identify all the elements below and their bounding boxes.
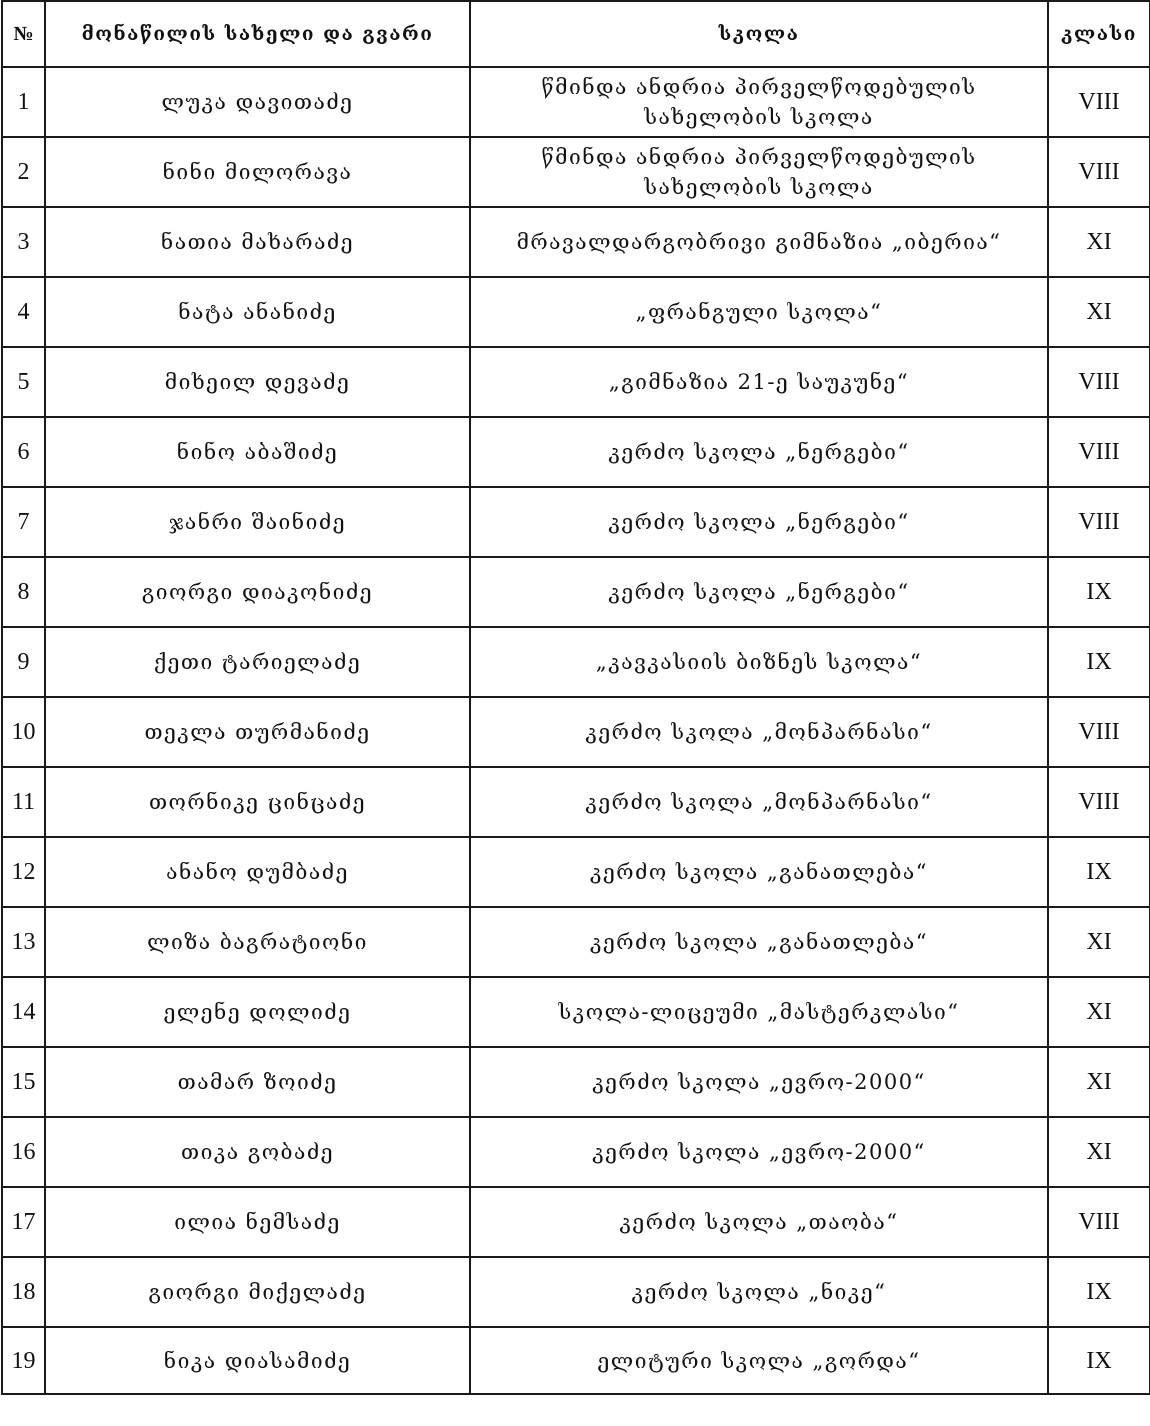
school-name-line1: კერძო სკოლა „ნერგები“: [608, 510, 910, 534]
school-name-line1: სკოლა-ლიცეუმი „მასტერკლასი“: [558, 1000, 960, 1024]
grade: VIII: [1048, 67, 1150, 137]
row-number: 12: [2, 837, 45, 907]
school-name-line1: წმინდა ანდრია პირველწოდებულის: [541, 145, 977, 169]
school-name-line1: კერძო სკოლა „ევრო-2000“: [592, 1140, 926, 1164]
row-number: 8: [2, 557, 45, 627]
school-cell: [470, 557, 1048, 627]
grade: VIII: [1048, 487, 1150, 557]
school-name-line1: „კავკასიის ბიზნეს სკოლა“: [595, 650, 923, 674]
table-row: [2, 697, 1150, 767]
grade: VIII: [1048, 697, 1150, 767]
participant-name: თორნიკე ცინცაძე: [45, 767, 470, 837]
school-cell: [470, 487, 1048, 557]
school-name-line1: კერძო სკოლა „მონპარნასი“: [585, 720, 933, 744]
school-cell: [470, 627, 1048, 697]
participant-name: ნინი მილორავა: [45, 137, 470, 207]
school-cell: [470, 837, 1048, 907]
participant-name: ნიკა დიასამიძე: [45, 1327, 470, 1394]
school-cell: [470, 277, 1048, 347]
grade: IX: [1048, 1257, 1150, 1327]
school-name-line1: კერძო სკოლა „განათლება“: [590, 930, 928, 954]
table-row: [2, 1047, 1150, 1117]
header-school: სკოლა: [470, 1, 1048, 67]
row-number: 9: [2, 627, 45, 697]
participant-name: მიხეილ დევაძე: [45, 347, 470, 417]
grade: XI: [1048, 977, 1150, 1047]
table-body: [2, 67, 1150, 1394]
participant-name: ნათია მახარაძე: [45, 207, 470, 277]
school-cell: [470, 697, 1048, 767]
row-number: 10: [2, 697, 45, 767]
participant-name: ნინო აბაშიძე: [45, 417, 470, 487]
header-number: №: [2, 1, 45, 67]
table-row: [2, 627, 1150, 697]
row-number: 5: [2, 347, 45, 417]
table-row: [2, 1187, 1150, 1257]
participant-name: თეკლა თურმანიძე: [45, 697, 470, 767]
grade: IX: [1048, 627, 1150, 697]
table-row: [2, 277, 1150, 347]
grade: XI: [1048, 277, 1150, 347]
school-cell: [470, 977, 1048, 1047]
table-row: [2, 767, 1150, 837]
row-number: 16: [2, 1117, 45, 1187]
school-cell: [470, 347, 1048, 417]
participant-name: ლუკა დავითაძე: [45, 67, 470, 137]
table-row: [2, 557, 1150, 627]
table-row: [2, 67, 1150, 137]
grade: VIII: [1048, 137, 1150, 207]
school-name-line1: მრავალდარგობრივი გიმნაზია „იბერია“: [516, 230, 1002, 254]
grade: VIII: [1048, 417, 1150, 487]
table-row: [2, 1117, 1150, 1187]
school-name-line1: „გიმნაზია 21-ე საუკუნე“: [608, 370, 910, 394]
table-row: [2, 837, 1150, 907]
header-grade: კლასი: [1048, 1, 1150, 67]
school-name-line1: წმინდა ანდრია პირველწოდებულის: [541, 75, 977, 99]
participant-name: გიორგი დიაკონიძე: [45, 557, 470, 627]
grade: IX: [1048, 1327, 1150, 1394]
participant-name: გიორგი მიქელაძე: [45, 1257, 470, 1327]
participant-name: ელენე დოლიძე: [45, 977, 470, 1047]
row-number: 3: [2, 207, 45, 277]
table-row: [2, 487, 1150, 557]
row-number: 4: [2, 277, 45, 347]
table-row: [2, 1327, 1150, 1394]
row-number: 15: [2, 1047, 45, 1117]
grade: VIII: [1048, 347, 1150, 417]
participant-name: ქეთი ტარიელაძე: [45, 627, 470, 697]
school-cell: [470, 207, 1048, 277]
row-number: 1: [2, 67, 45, 137]
participant-name: ლიზა ბაგრატიონი: [45, 907, 470, 977]
school-name-line1: კერძო სკოლა „ევრო-2000“: [592, 1070, 926, 1094]
school-name-line1: კერძო სკოლა „განათლება“: [590, 860, 928, 884]
school-cell: [470, 767, 1048, 837]
grade: IX: [1048, 557, 1150, 627]
participants-table: [1, 0, 1150, 1395]
table-row: [2, 347, 1150, 417]
table-row: [2, 207, 1150, 277]
school-cell: [470, 67, 1048, 137]
school-name-line1: კერძო სკოლა „ნიკე“: [631, 1280, 887, 1304]
participant-name: ანანო დუმბაძე: [45, 837, 470, 907]
school-cell: [470, 1327, 1048, 1394]
row-number: 7: [2, 487, 45, 557]
row-number: 13: [2, 907, 45, 977]
participant-name: ჯანრი შაინიძე: [45, 487, 470, 557]
participant-name: თიკა გობაძე: [45, 1117, 470, 1187]
participant-name: თამარ ზოიძე: [45, 1047, 470, 1117]
row-number: 6: [2, 417, 45, 487]
school-name-line1: კერძო სკოლა „თაობა“: [619, 1210, 899, 1234]
school-cell: [470, 417, 1048, 487]
school-name-line1: კერძო სკოლა „ნერგები“: [608, 440, 910, 464]
grade: XI: [1048, 907, 1150, 977]
school-cell: [470, 137, 1048, 207]
row-number: 2: [2, 137, 45, 207]
grade: VIII: [1048, 767, 1150, 837]
school-name-line2: სახელობის სკოლა: [644, 175, 874, 199]
header-row: [2, 1, 1150, 67]
school-name-line2: სახელობის სკოლა: [644, 105, 874, 129]
grade: IX: [1048, 837, 1150, 907]
participant-name: ნატა ანანიძე: [45, 277, 470, 347]
header-name: მონაწილის სახელი და გვარი: [45, 1, 470, 67]
table-row: [2, 907, 1150, 977]
school-cell: [470, 1257, 1048, 1327]
grade: XI: [1048, 207, 1150, 277]
school-name-line1: „ფრანგული სკოლა“: [635, 300, 883, 324]
table-row: [2, 417, 1150, 487]
grade: VIII: [1048, 1187, 1150, 1257]
table-header: [2, 1, 1150, 67]
row-number: 14: [2, 977, 45, 1047]
school-name-line1: კერძო სკოლა „ნერგები“: [608, 580, 910, 604]
school-cell: [470, 1187, 1048, 1257]
school-cell: [470, 1117, 1048, 1187]
table-row: [2, 977, 1150, 1047]
row-number: 17: [2, 1187, 45, 1257]
participant-name: ილია ნემსაძე: [45, 1187, 470, 1257]
school-name-line1: ელიტური სკოლა „გორდა“: [597, 1348, 921, 1373]
school-name-line1: კერძო სკოლა „მონპარნასი“: [585, 790, 933, 814]
grade: XI: [1048, 1117, 1150, 1187]
row-number: 18: [2, 1257, 45, 1327]
row-number: 19: [2, 1327, 45, 1394]
row-number: 11: [2, 767, 45, 837]
table-row: [2, 1257, 1150, 1327]
table-row: [2, 137, 1150, 207]
school-cell: [470, 1047, 1048, 1117]
grade: XI: [1048, 1047, 1150, 1117]
school-cell: [470, 907, 1048, 977]
